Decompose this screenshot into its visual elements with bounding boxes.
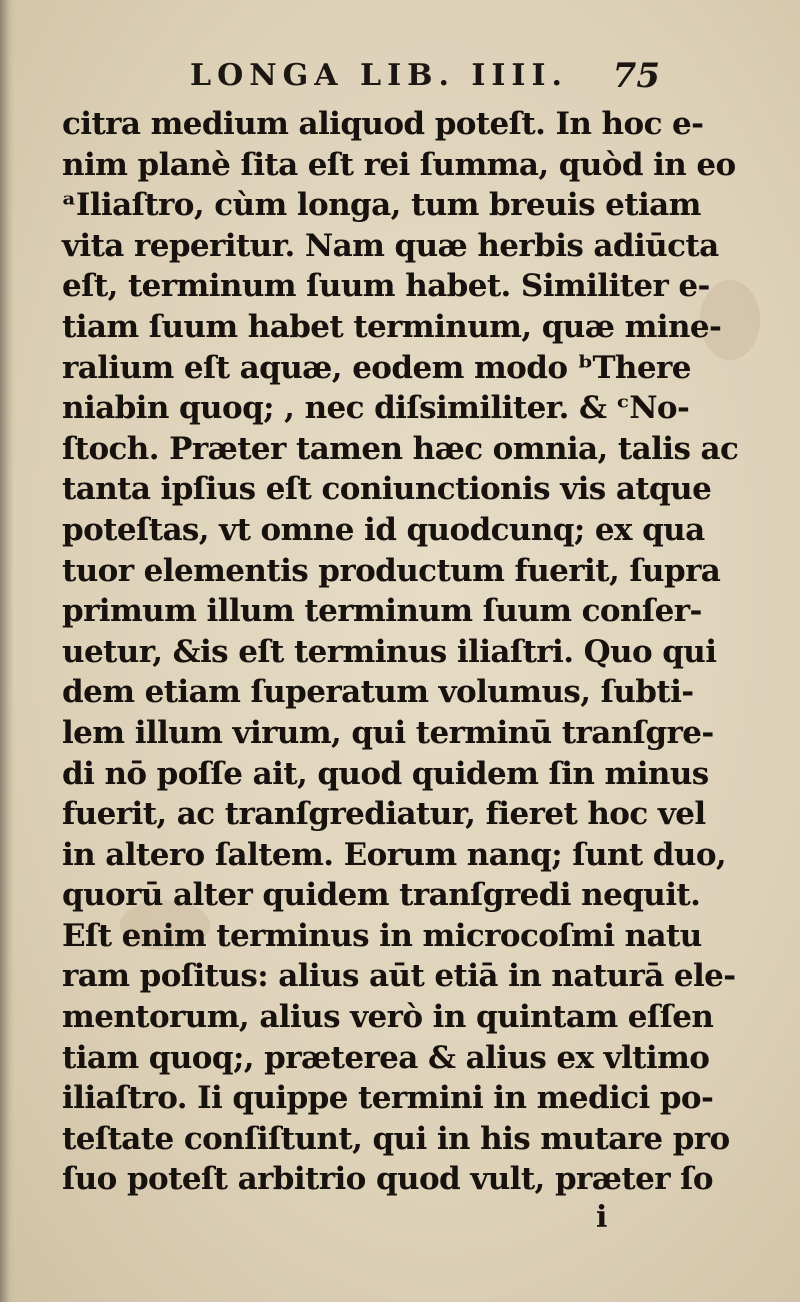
text-line: eſt, terminum ſuum habet. Similiter e- bbox=[62, 268, 710, 305]
text-line: citra medium aliquod poteſt. In hoc e- bbox=[62, 106, 704, 142]
spine-shadow bbox=[0, 0, 14, 1302]
text-line: tanta ipſius eſt coniunctionis vis atque bbox=[62, 471, 712, 508]
text-line: Eſt enim terminus in microcoſmi natu bbox=[62, 917, 702, 954]
text-line: ſuo poteſt arbitrio quod vult, præter ſo bbox=[62, 1161, 713, 1198]
text-line: in altero ſaltem. Eorum nanq; ſunt duo, bbox=[62, 836, 727, 873]
text-line: dem etiam ſuperatum volumus, ſubti- bbox=[62, 674, 694, 711]
text-line: nim planè ſita eſt rei ſumma, quòd in eo bbox=[62, 146, 736, 183]
text-line: ſtoch. Præter tamen hæc omnia, talis ac bbox=[62, 430, 739, 467]
catchword: i bbox=[596, 1200, 608, 1235]
text-line: niabin quoq; , nec diſsimiliter. & ᶜNo- bbox=[62, 390, 690, 427]
text-line: quorū alter quidem tranſgredi nequit. bbox=[62, 877, 701, 914]
text-line: iliaſtro. Ii quippe termini in medici po- bbox=[62, 1080, 714, 1117]
text-line: ram poſitus: alius aūt etiā in naturā ele- bbox=[62, 958, 736, 995]
text-line: poteſtas, vt omne id quodcunq; ex qua bbox=[62, 511, 705, 548]
folio-number: 75 bbox=[612, 56, 660, 96]
text-line: ᵃIliaſtro, cùm longa, tum breuis etiam bbox=[62, 187, 701, 224]
text-line: vita reperitur. Nam quæ herbis adiūcta bbox=[62, 227, 719, 264]
text-line: uetur, &is eſt terminus iliaſtri. Quo qui bbox=[62, 633, 717, 670]
text-line: di nō poſſe ait, quod quidem ſin minus bbox=[62, 755, 709, 792]
text-line: mentorum, alius verò in quintam eſſen bbox=[62, 999, 714, 1036]
body-text bbox=[62, 104, 739, 1200]
text-line: tiam quoq;, præterea & alius ex vltimo bbox=[62, 1039, 710, 1076]
text-line: fuerit, ac tranſgrediatur, fieret hoc vel bbox=[62, 796, 706, 833]
text-line: lem illum virum, qui terminū tranſgre- bbox=[62, 714, 714, 751]
text-line: primum illum terminum ſuum conſer- bbox=[62, 593, 702, 630]
running-head: LONGA LIB. IIII. bbox=[190, 58, 568, 93]
text-line: teſtate conſiſtunt, qui in his mutare pro bbox=[62, 1120, 730, 1157]
text-line: ralium eſt aquæ, eodem modo ᵇThere bbox=[62, 349, 691, 386]
page-header bbox=[190, 58, 660, 98]
text-line: tiam ſuum habet terminum, quæ mine- bbox=[62, 308, 722, 345]
text-line: tuor elementis productum fuerit, ſupra bbox=[62, 552, 721, 589]
